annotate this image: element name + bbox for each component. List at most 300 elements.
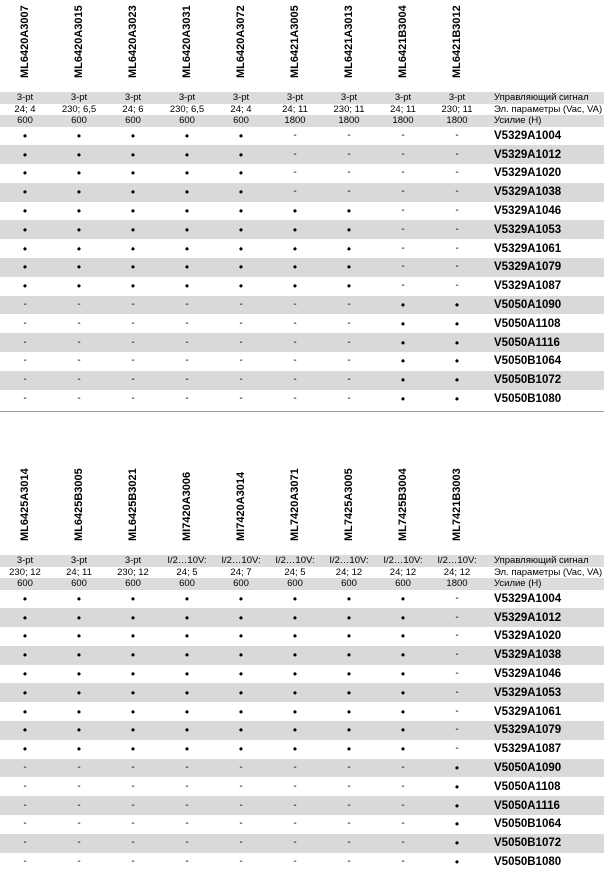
table-row bbox=[0, 371, 604, 390]
not-compatible-dash: - bbox=[401, 799, 405, 811]
not-compatible-dash: - bbox=[239, 355, 243, 367]
compatible-dot: • bbox=[76, 704, 82, 719]
power-cell: 24; 6 bbox=[122, 103, 144, 115]
compatible-dot: • bbox=[346, 648, 352, 663]
compatible-dot: • bbox=[130, 147, 136, 162]
power-cell: 24; 4 bbox=[14, 103, 36, 115]
not-compatible-dash: - bbox=[23, 818, 27, 830]
not-compatible-dash: - bbox=[401, 818, 405, 830]
actuator-model-header bbox=[430, 0, 484, 90]
compatible-dot: • bbox=[346, 591, 352, 606]
power-cell: 230; 6,5 bbox=[61, 103, 97, 115]
force-cell: 600 bbox=[179, 578, 195, 589]
compatible-dot: • bbox=[130, 629, 136, 644]
not-compatible-dash: - bbox=[185, 336, 189, 348]
table-row bbox=[0, 333, 604, 352]
compatible-dot: • bbox=[454, 836, 460, 851]
compatible-dot: • bbox=[22, 166, 28, 181]
compatible-dot: • bbox=[76, 667, 82, 682]
not-compatible-dash: - bbox=[185, 299, 189, 311]
compatible-dot: • bbox=[238, 704, 244, 719]
not-compatible-dash: - bbox=[455, 649, 459, 661]
compatible-dot: • bbox=[400, 704, 406, 719]
not-compatible-dash: - bbox=[131, 355, 135, 367]
valve-code: V5329A1053 bbox=[494, 686, 562, 699]
actuator-model-header bbox=[106, 0, 160, 90]
actuator-model-name: ML6421B3012 bbox=[451, 5, 463, 78]
compatible-dot: • bbox=[238, 279, 244, 294]
not-compatible-dash: - bbox=[239, 299, 243, 311]
signal-cell: I/2…10V: bbox=[383, 555, 423, 566]
compatible-dot: • bbox=[130, 128, 136, 143]
compatible-dot: • bbox=[184, 128, 190, 143]
compatible-dot: • bbox=[454, 316, 460, 331]
force-cell: 600 bbox=[125, 578, 141, 589]
compatible-dot: • bbox=[400, 354, 406, 369]
compatible-dot: • bbox=[76, 185, 82, 200]
table-row bbox=[0, 352, 604, 371]
actuator-model-name: ML6420A3007 bbox=[19, 5, 31, 78]
force-cell: 1800 bbox=[446, 578, 468, 589]
compatible-dot: • bbox=[130, 610, 136, 625]
compatible-dot: • bbox=[130, 723, 136, 738]
compatible-dot: • bbox=[454, 392, 460, 407]
compatible-dot: • bbox=[22, 610, 28, 625]
actuator-model-name: ML6421A3013 bbox=[343, 5, 355, 78]
compatible-dot: • bbox=[400, 610, 406, 625]
compatible-dot: • bbox=[76, 222, 82, 237]
compatible-dot: • bbox=[346, 685, 352, 700]
not-compatible-dash: - bbox=[347, 299, 351, 311]
compatible-dot: • bbox=[184, 279, 190, 294]
compatible-dot: • bbox=[130, 742, 136, 757]
table-row bbox=[0, 721, 604, 740]
actuator-model-name: ML7421B3003 bbox=[451, 468, 463, 541]
not-compatible-dash: - bbox=[77, 780, 81, 792]
not-compatible-dash: - bbox=[293, 799, 297, 811]
table-row bbox=[0, 853, 604, 872]
not-compatible-dash: - bbox=[293, 374, 297, 386]
compatible-dot: • bbox=[184, 166, 190, 181]
not-compatible-dash: - bbox=[239, 856, 243, 868]
valve-code: V5050B1080 bbox=[494, 856, 562, 869]
compatible-dot: • bbox=[238, 648, 244, 663]
compatibility-table-2 bbox=[0, 465, 604, 871]
force-label: Усилие (Н) bbox=[494, 578, 542, 590]
compatible-dot: • bbox=[238, 147, 244, 162]
power-cell: 230; 12 bbox=[9, 566, 41, 578]
compatible-dot: • bbox=[238, 723, 244, 738]
not-compatible-dash: - bbox=[77, 393, 81, 405]
compatible-dot: • bbox=[76, 260, 82, 275]
power-cell: 24; 12 bbox=[389, 566, 417, 578]
table-row bbox=[0, 296, 604, 315]
not-compatible-dash: - bbox=[293, 317, 297, 329]
compatible-dot: • bbox=[130, 685, 136, 700]
valve-code: V5050B1080 bbox=[494, 393, 562, 406]
compatible-dot: • bbox=[238, 629, 244, 644]
not-compatible-dash: - bbox=[293, 355, 297, 367]
compatible-dot: • bbox=[400, 648, 406, 663]
table-row bbox=[0, 740, 604, 759]
signal-cell: I/2…10V: bbox=[221, 555, 261, 566]
compatible-dot: • bbox=[454, 335, 460, 350]
compatible-dot: • bbox=[22, 742, 28, 757]
force-cell: 600 bbox=[125, 115, 141, 126]
force-cell: 600 bbox=[179, 115, 195, 126]
not-compatible-dash: - bbox=[347, 129, 351, 141]
not-compatible-dash: - bbox=[455, 186, 459, 198]
not-compatible-dash: - bbox=[455, 223, 459, 235]
compatible-dot: • bbox=[184, 185, 190, 200]
table-row bbox=[0, 258, 604, 277]
compatible-dot: • bbox=[22, 241, 28, 256]
compatible-dot: • bbox=[76, 279, 82, 294]
force-cell: 600 bbox=[233, 115, 249, 126]
not-compatible-dash: - bbox=[131, 780, 135, 792]
compatible-dot: • bbox=[292, 723, 298, 738]
compatible-dot: • bbox=[184, 704, 190, 719]
table-row bbox=[0, 834, 604, 853]
valve-code: V5329A1087 bbox=[494, 280, 562, 293]
compatible-dot: • bbox=[130, 648, 136, 663]
not-compatible-dash: - bbox=[77, 299, 81, 311]
not-compatible-dash: - bbox=[347, 856, 351, 868]
not-compatible-dash: - bbox=[347, 799, 351, 811]
valve-code: V5329A1061 bbox=[494, 242, 562, 255]
compatible-dot: • bbox=[76, 723, 82, 738]
electrical-params-row bbox=[0, 104, 604, 116]
not-compatible-dash: - bbox=[23, 336, 27, 348]
compatible-dot: • bbox=[454, 855, 460, 870]
not-compatible-dash: - bbox=[293, 336, 297, 348]
compatible-dot: • bbox=[292, 591, 298, 606]
power-cell: 24; 11 bbox=[282, 103, 308, 115]
force-cell: 600 bbox=[17, 115, 33, 126]
power-cell: 230; 12 bbox=[117, 566, 149, 578]
not-compatible-dash: - bbox=[131, 799, 135, 811]
compatible-dot: • bbox=[400, 392, 406, 407]
force-cell: 600 bbox=[71, 578, 87, 589]
power-cell: 24; 5 bbox=[284, 566, 306, 578]
actuator-model-name: MI7420A3014 bbox=[235, 471, 247, 541]
actuator-model-name: ML6425A3014 bbox=[19, 468, 31, 541]
not-compatible-dash: - bbox=[455, 743, 459, 755]
not-compatible-dash: - bbox=[23, 799, 27, 811]
signal-cell: 3-pt bbox=[178, 92, 196, 103]
table-row bbox=[0, 777, 604, 796]
valve-code: V5329A1038 bbox=[494, 649, 562, 662]
not-compatible-dash: - bbox=[293, 186, 297, 198]
power-label: Эл. параметры (Vac, VA) bbox=[494, 103, 603, 115]
compatible-dot: • bbox=[130, 241, 136, 256]
compatible-dot: • bbox=[238, 222, 244, 237]
compatible-dot: • bbox=[184, 241, 190, 256]
not-compatible-dash: - bbox=[401, 223, 405, 235]
power-cell: 230; 11 bbox=[441, 103, 473, 115]
not-compatible-dash: - bbox=[347, 336, 351, 348]
compatible-dot: • bbox=[184, 723, 190, 738]
table-row bbox=[0, 608, 604, 627]
not-compatible-dash: - bbox=[185, 762, 189, 774]
not-compatible-dash: - bbox=[401, 148, 405, 160]
valve-code: V5329A1087 bbox=[494, 743, 562, 756]
compatible-dot: • bbox=[238, 128, 244, 143]
compatible-dot: • bbox=[454, 798, 460, 813]
force-cell: 600 bbox=[71, 115, 87, 126]
not-compatible-dash: - bbox=[401, 186, 405, 198]
not-compatible-dash: - bbox=[185, 818, 189, 830]
actuator-model-name: ML7420A3071 bbox=[289, 468, 301, 541]
not-compatible-dash: - bbox=[185, 856, 189, 868]
signal-cell: 3-pt bbox=[16, 555, 34, 566]
not-compatible-dash: - bbox=[401, 762, 405, 774]
valve-code: V5329A1046 bbox=[494, 668, 562, 681]
not-compatible-dash: - bbox=[185, 317, 189, 329]
compatible-dot: • bbox=[22, 260, 28, 275]
compatibility-table-1 bbox=[0, 2, 604, 408]
signal-cell: I/2…10V: bbox=[329, 555, 369, 566]
not-compatible-dash: - bbox=[455, 261, 459, 273]
not-compatible-dash: - bbox=[455, 129, 459, 141]
compatible-dot: • bbox=[130, 279, 136, 294]
table-row bbox=[0, 702, 604, 721]
force-cell: 600 bbox=[341, 578, 357, 589]
not-compatible-dash: - bbox=[185, 837, 189, 849]
not-compatible-dash: - bbox=[293, 818, 297, 830]
compatible-dot: • bbox=[238, 185, 244, 200]
compatible-dot: • bbox=[454, 761, 460, 776]
compatible-dot: • bbox=[238, 204, 244, 219]
compatible-dot: • bbox=[292, 610, 298, 625]
compatible-dot: • bbox=[184, 591, 190, 606]
compatible-dot: • bbox=[292, 648, 298, 663]
compatible-dot: • bbox=[292, 667, 298, 682]
not-compatible-dash: - bbox=[131, 856, 135, 868]
compatible-dot: • bbox=[346, 222, 352, 237]
valve-code: V5050A1090 bbox=[494, 762, 562, 775]
actuator-model-header bbox=[376, 0, 430, 90]
valve-code: V5050B1064 bbox=[494, 355, 562, 368]
compatible-dot: • bbox=[454, 817, 460, 832]
not-compatible-dash: - bbox=[293, 167, 297, 179]
not-compatible-dash: - bbox=[455, 592, 459, 604]
compatible-dot: • bbox=[184, 260, 190, 275]
not-compatible-dash: - bbox=[23, 856, 27, 868]
actuator-model-name: MI7420A3006 bbox=[181, 471, 193, 541]
actuator-model-header bbox=[160, 463, 214, 553]
valve-code: V5329A1012 bbox=[494, 611, 562, 624]
force-cell: 600 bbox=[233, 578, 249, 589]
model-header-row bbox=[0, 465, 604, 555]
force-cell: 600 bbox=[17, 578, 33, 589]
not-compatible-dash: - bbox=[455, 611, 459, 623]
compatible-dot: • bbox=[76, 128, 82, 143]
compatible-dot: • bbox=[238, 241, 244, 256]
not-compatible-dash: - bbox=[455, 205, 459, 217]
not-compatible-dash: - bbox=[239, 374, 243, 386]
table-row bbox=[0, 665, 604, 684]
actuator-model-name: ML6420A3072 bbox=[235, 5, 247, 78]
signal-cell: 3-pt bbox=[340, 92, 358, 103]
not-compatible-dash: - bbox=[239, 837, 243, 849]
actuator-model-name: ML6421B3004 bbox=[397, 5, 409, 78]
compatible-dot: • bbox=[454, 779, 460, 794]
not-compatible-dash: - bbox=[131, 762, 135, 774]
force-cell: 1800 bbox=[284, 115, 306, 126]
not-compatible-dash: - bbox=[239, 780, 243, 792]
not-compatible-dash: - bbox=[23, 780, 27, 792]
power-cell: 24; 5 bbox=[176, 566, 198, 578]
compatible-dot: • bbox=[22, 704, 28, 719]
valve-code: V5329A1079 bbox=[494, 261, 562, 274]
compatible-dot: • bbox=[22, 629, 28, 644]
not-compatible-dash: - bbox=[455, 686, 459, 698]
actuator-model-header bbox=[106, 463, 160, 553]
control-signal-row bbox=[0, 555, 604, 567]
not-compatible-dash: - bbox=[131, 336, 135, 348]
table-row bbox=[0, 239, 604, 258]
not-compatible-dash: - bbox=[131, 393, 135, 405]
valve-code: V5329A1061 bbox=[494, 705, 562, 718]
table-row bbox=[0, 759, 604, 778]
not-compatible-dash: - bbox=[239, 762, 243, 774]
compatible-dot: • bbox=[346, 279, 352, 294]
compatible-dot: • bbox=[238, 685, 244, 700]
signal-cell: 3-pt bbox=[70, 555, 88, 566]
valve-code: V5050A1108 bbox=[494, 317, 561, 330]
force-cell: 1800 bbox=[392, 115, 414, 126]
compatible-dot: • bbox=[292, 685, 298, 700]
not-compatible-dash: - bbox=[347, 818, 351, 830]
not-compatible-dash: - bbox=[455, 167, 459, 179]
power-cell: 230; 11 bbox=[333, 103, 365, 115]
compatible-dot: • bbox=[76, 648, 82, 663]
actuator-model-header bbox=[268, 0, 322, 90]
not-compatible-dash: - bbox=[77, 317, 81, 329]
actuator-model-name: ML6420A3023 bbox=[127, 5, 139, 78]
table-row bbox=[0, 627, 604, 646]
compatible-dot: • bbox=[76, 204, 82, 219]
valve-code: V5329A1020 bbox=[494, 630, 562, 643]
not-compatible-dash: - bbox=[401, 167, 405, 179]
compatible-dot: • bbox=[22, 147, 28, 162]
not-compatible-dash: - bbox=[185, 355, 189, 367]
table-row bbox=[0, 220, 604, 239]
force-cell: 1800 bbox=[446, 115, 468, 126]
not-compatible-dash: - bbox=[293, 762, 297, 774]
not-compatible-dash: - bbox=[347, 317, 351, 329]
not-compatible-dash: - bbox=[401, 856, 405, 868]
power-cell: 24; 11 bbox=[390, 103, 416, 115]
compatible-dot: • bbox=[400, 335, 406, 350]
signal-cell: 3-pt bbox=[124, 555, 142, 566]
not-compatible-dash: - bbox=[77, 355, 81, 367]
not-compatible-dash: - bbox=[401, 242, 405, 254]
table-row bbox=[0, 183, 604, 202]
power-label: Эл. параметры (Vac, VA) bbox=[494, 566, 603, 578]
compatible-dot: • bbox=[184, 147, 190, 162]
compatible-dot: • bbox=[76, 591, 82, 606]
not-compatible-dash: - bbox=[347, 780, 351, 792]
signal-label: Управляющий сигнал bbox=[494, 555, 589, 567]
compatible-dot: • bbox=[130, 222, 136, 237]
actuator-model-header bbox=[268, 463, 322, 553]
compatible-dot: • bbox=[22, 648, 28, 663]
power-cell: 24; 12 bbox=[335, 566, 363, 578]
signal-cell: I/2…10V: bbox=[437, 555, 477, 566]
compatible-dot: • bbox=[238, 742, 244, 757]
signal-cell: 3-pt bbox=[70, 92, 88, 103]
not-compatible-dash: - bbox=[239, 393, 243, 405]
compatible-dot: • bbox=[22, 591, 28, 606]
not-compatible-dash: - bbox=[293, 148, 297, 160]
not-compatible-dash: - bbox=[293, 129, 297, 141]
not-compatible-dash: - bbox=[23, 355, 27, 367]
valve-code: V5329A1046 bbox=[494, 205, 562, 218]
compatible-dot: • bbox=[292, 704, 298, 719]
compatible-dot: • bbox=[22, 723, 28, 738]
compatible-dot: • bbox=[22, 185, 28, 200]
table-row bbox=[0, 277, 604, 296]
table-row bbox=[0, 127, 604, 146]
not-compatible-dash: - bbox=[185, 780, 189, 792]
compatible-dot: • bbox=[238, 591, 244, 606]
valve-code: V5329A1020 bbox=[494, 167, 562, 180]
power-cell: 24; 7 bbox=[230, 566, 252, 578]
compatible-dot: • bbox=[400, 373, 406, 388]
compatible-dot: • bbox=[292, 742, 298, 757]
not-compatible-dash: - bbox=[347, 393, 351, 405]
not-compatible-dash: - bbox=[347, 186, 351, 198]
valve-code: V5329A1053 bbox=[494, 223, 562, 236]
signal-cell: 3-pt bbox=[232, 92, 250, 103]
compatible-dot: • bbox=[292, 204, 298, 219]
valve-code: V5329A1004 bbox=[494, 129, 562, 142]
not-compatible-dash: - bbox=[77, 818, 81, 830]
table-row bbox=[0, 683, 604, 702]
not-compatible-dash: - bbox=[23, 299, 27, 311]
actuator-model-name: ML7425B3004 bbox=[397, 468, 409, 541]
compatible-dot: • bbox=[346, 610, 352, 625]
actuator-model-name: ML6420A3031 bbox=[181, 5, 193, 78]
compatible-dot: • bbox=[292, 241, 298, 256]
not-compatible-dash: - bbox=[131, 299, 135, 311]
not-compatible-dash: - bbox=[131, 818, 135, 830]
actuator-model-header bbox=[376, 463, 430, 553]
actuator-model-header bbox=[322, 463, 376, 553]
signal-cell: I/2…10V: bbox=[167, 555, 207, 566]
power-cell: 24; 11 bbox=[66, 566, 92, 578]
not-compatible-dash: - bbox=[23, 837, 27, 849]
force-row bbox=[0, 115, 604, 127]
compatible-dot: • bbox=[130, 704, 136, 719]
actuator-model-name: ML6425B3005 bbox=[73, 468, 85, 541]
not-compatible-dash: - bbox=[347, 374, 351, 386]
not-compatible-dash: - bbox=[293, 837, 297, 849]
power-cell: 230; 6,5 bbox=[169, 103, 205, 115]
not-compatible-dash: - bbox=[401, 837, 405, 849]
not-compatible-dash: - bbox=[77, 856, 81, 868]
not-compatible-dash: - bbox=[131, 374, 135, 386]
power-cell: 24; 4 bbox=[230, 103, 252, 115]
compatible-dot: • bbox=[292, 279, 298, 294]
compatible-dot: • bbox=[346, 742, 352, 757]
not-compatible-dash: - bbox=[185, 374, 189, 386]
not-compatible-dash: - bbox=[347, 148, 351, 160]
not-compatible-dash: - bbox=[401, 205, 405, 217]
compatible-dot: • bbox=[22, 685, 28, 700]
